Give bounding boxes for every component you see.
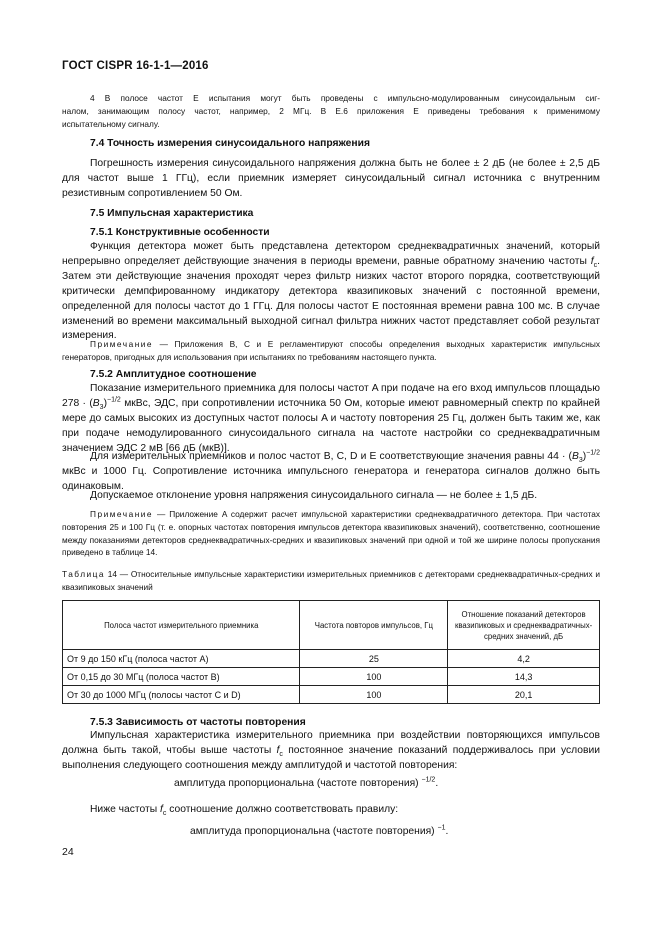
cell-band: От 0,15 до 30 МГц (полоса частот B) [63, 668, 300, 686]
b3-subscript-2: 3 [578, 457, 583, 465]
section-7-5-2-p1 [62, 382, 600, 457]
p1-d: мкВс, ЭДС, при сопротивлении источника 50 Ом, которые имеют равномерный спектр по крайней мере до самых высоких из доступных частот полосы A и частоту повторения 25 Гц, должен быть таким же, как при подаче немодулированного синусоидального сигнала на частоте настройки со среднеквадратичным значением ЭДС 2 мВ [66 дБ (мкВ)]. [62, 397, 600, 454]
cell-repetition: 100 [300, 668, 448, 686]
b3-subscript: 3 [99, 403, 104, 411]
p1-c: ) [103, 397, 107, 409]
table-header-row [63, 601, 600, 650]
formula-2-end: . [445, 826, 449, 837]
s753-p1-b: постоянное значение показаний поддерживалось при условии выполнения следующего соотношения между амплитудой и частотой повторения: [62, 744, 600, 771]
formula-2-text: амплитуда пропорциональна (частоте повторения) [190, 826, 435, 837]
table-row [63, 686, 600, 704]
section-7-5-1-text [62, 240, 600, 344]
s753-p1-a: Импульсная характеристика измерительного приемника при воздействии повторяющихся импульсов должна быть такой, чтобы выше частоты [62, 730, 600, 756]
page-number: 24 [62, 846, 74, 858]
cell-repetition: 100 [300, 686, 448, 704]
section-7-5-1-title: 7.5.1 Конструктивные особенности [90, 227, 270, 238]
cell-ratio: 20,1 [448, 686, 600, 704]
p2-c: ) [582, 451, 587, 462]
formula-2-exponent: −1 [437, 824, 446, 832]
section-7-5-1-note [62, 338, 600, 364]
p2-a: Для измерительных приемников и полос частот B, C, D и E соответствующие значения равны 44 · ( [90, 451, 572, 462]
section-7-5-1-text-a: Функция детектора может быть представлена детектором среднеквадратичных значений, который непрерывно определяет действующие значения в периоды времени, равные обратному значению частоты [62, 241, 600, 267]
section-7-5-2-p2 [62, 450, 600, 495]
section-7-5-2-p3: Допускаемое отклонение уровня напряжения синусоидального сигнала — не более ± 1,5 дБ. [90, 490, 538, 501]
table-row [63, 668, 600, 686]
section-7-5-3-p1 [62, 729, 600, 774]
cell-ratio: 14,3 [448, 668, 600, 686]
section-7-4-text: Погрешность измерения синусоидального напряжения должна быть не более ± 2 дБ (не более ± 2,5 дБ для частот выше 1 ГГц), если приемник измеряет синусоидальный сигнал источника с внутренним резистивным сопротивлением 50 Ом. [62, 158, 600, 199]
note-4-line-1: 4 В полосе частот E испытания могут быть проведены с импульсно-модулированным синусоидальным сиг- [90, 93, 600, 103]
section-7-5-3-title: 7.5.3 Зависимость от частоты повторения [90, 717, 306, 728]
note-label: Примечание [90, 339, 154, 349]
table-14 [62, 600, 600, 704]
section-7-5-2-title: 7.5.2 Амплитудное соотношение [90, 369, 257, 380]
fc-subscript: c [593, 261, 598, 269]
cell-band: От 30 до 1000 МГц (полосы частот C и D) [63, 686, 300, 704]
fc-symbol-2: f [276, 744, 280, 756]
p2-d: мкВс и 1000 Гц. Сопротивление источника импульсного генератора и генератора сигналов должно быть одинаковым. [62, 465, 600, 492]
s753-p2-a: Ниже частоты [90, 804, 160, 815]
p2-exponent: −1/2 [586, 449, 600, 457]
note-4 [62, 92, 600, 130]
table-row [63, 650, 600, 668]
s753-p2-b: соотношение должно соответствовать правилу: [166, 804, 399, 815]
section-7-5-1-text-b: . Затем эти действующие значения проходят через фильтр низких частот второго порядка, соответствующий критически демпфированному индикатору детектора квазипиковых значений с постоянной времени, определенной для полосы частот до 1 ГГц. Для полосы частот E постоянная времени равна 100 мс. В случае изменений во времени максимальный выходной сигнал фильтра нижних частот представляет собой результат измерения. [62, 255, 600, 342]
note-4-line-2: налом, занимающим полосу частот, например, 2 МГц. В Е.6 приложения Е приведены требования к применимому [62, 105, 600, 116]
table-caption-text: 14 — Относительные импульсные характеристики измерительных приемников с детекторами среднеквадратичных-средних и квазипиковых значений [62, 569, 600, 592]
fc-subscript-2: c [279, 750, 283, 758]
header-band: Полоса частот измерительного приемника [63, 601, 300, 650]
note-4-line-3: испытательному сигналу. [62, 118, 160, 129]
note-label-2: Примечание [90, 509, 154, 519]
p1-a: Показание измерительного приемника для полосы частот A при подаче на его вход импульсов площадью 278 · ( [62, 383, 600, 409]
table-caption [62, 568, 600, 594]
b3-symbol: B [92, 397, 100, 409]
section-7-5-title: 7.5 Импульсная характеристика [90, 208, 254, 219]
table-caption-label: Таблица [62, 569, 106, 579]
formula-1 [174, 778, 438, 789]
formula-1-end: . [435, 778, 439, 789]
note-text-2: — Приложение A содержит расчет импульсной характеристики среднеквадратичного детектора. При частотах повторения 25 и 100 Гц (т. е. опорных частотах повторения импульсов детектора квазипиковых значений), соответственно, соотношение между показаниями детекторов среднеквадратичных-средних и квазипиковых значений при одной и той же ширине полосы пропускания приведено в таблице 14. [62, 509, 600, 558]
section-7-5-3-p2 [62, 803, 600, 818]
note-text: — Приложения B, C и E регламентируют способы определения выходных характеристик импульсных генераторов, пригодных для использования при испытаниях по требованиям настоящего пункта. [62, 339, 600, 362]
formula-1-text: амплитуда пропорциональна (частоте повторения) [174, 778, 419, 789]
fc-symbol-3: f [159, 804, 163, 815]
header-repetition: Частота повторов импульсов, Гц [300, 601, 448, 650]
cell-band: От 9 до 150 кГц (полоса частот A) [63, 650, 300, 668]
section-7-5-2-note [62, 508, 600, 559]
formula-2 [190, 826, 448, 837]
document-header: ГОСТ CISPR 16-1-1—2016 [62, 60, 209, 72]
p1-exponent: −1/2 [107, 396, 121, 404]
formula-1-exponent: −1/2 [421, 776, 436, 784]
cell-ratio: 4,2 [448, 650, 600, 668]
header-ratio: Отношение показаний детекторов квазипиковых и среднеквадратичных-средних значений, дБ [448, 601, 600, 650]
cell-repetition: 25 [300, 650, 448, 668]
fc-symbol: f [590, 255, 594, 267]
b3-symbol-2: B [571, 451, 579, 462]
section-7-4-title: 7.4 Точность измерения синусоидального напряжения [90, 138, 370, 149]
fc-subscript-3: c [162, 810, 167, 818]
